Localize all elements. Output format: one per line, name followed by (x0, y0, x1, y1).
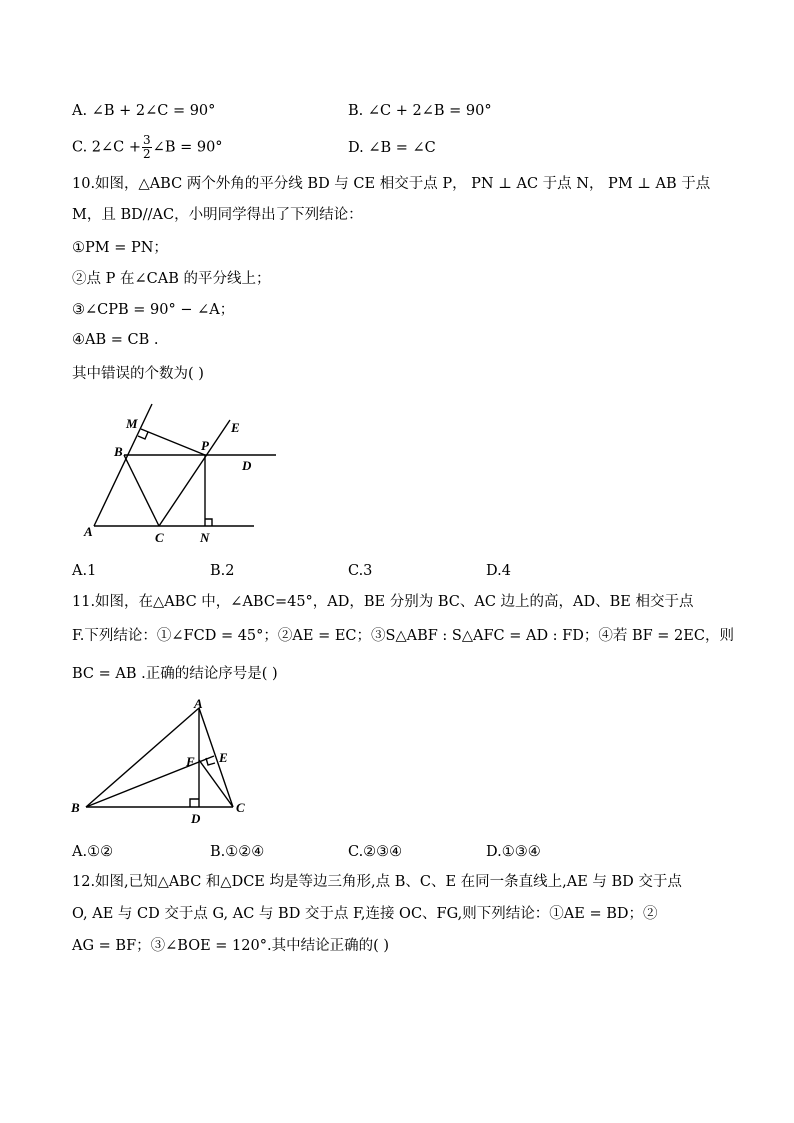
q11-stem-line-3: BC = AB .正确的结论序号是( ) (72, 666, 278, 682)
q10-conclusion-3: ③∠CPB = 90° − ∠A； (72, 302, 235, 318)
label-C: C (236, 800, 245, 815)
line-FC (199, 760, 233, 807)
q11-option-b[interactable]: B.①②④ (210, 844, 265, 860)
line-BA (86, 708, 199, 807)
q11-option-d[interactable]: D.①③④ (486, 844, 541, 860)
q11-option-c[interactable]: C.②③④ (348, 844, 403, 860)
label-A: A (84, 524, 93, 539)
q10-figure (80, 398, 280, 550)
q12-stem-line-1: 12.如图,已知△ABC 和△DCE 均是等边三角形,点 B、C、E 在同一条直线上,AE 与 BD 交于点 (72, 874, 682, 890)
q10-conclusion-1: ①PM = PN； (72, 240, 168, 256)
label-E: E (231, 420, 240, 435)
line-PM (141, 429, 205, 455)
label-N: N (200, 530, 210, 545)
q9-option-d[interactable]: D. ∠B = ∠C (348, 140, 436, 156)
line-AM-extended (94, 404, 152, 526)
label-C: C (155, 530, 164, 545)
label-F: F (186, 754, 195, 769)
q9-option-c-suffix: ∠B = 90° (152, 139, 223, 156)
q10-conclusion-2: ②点 P 在∠CAB 的平分线上； (72, 271, 271, 287)
label-M: M (126, 416, 138, 431)
q10-question: 其中错误的个数为( ) (72, 366, 204, 382)
q10-option-a[interactable]: A.1 (72, 563, 97, 579)
q9-option-c-prefix: C. 2∠C + (72, 139, 142, 156)
q9-option-a[interactable]: A. ∠B + 2∠C = 90° (72, 103, 216, 119)
line-BC (124, 455, 159, 526)
label-B: B (114, 444, 123, 459)
q10-option-b[interactable]: B.2 (210, 563, 235, 579)
right-angle-N (205, 519, 212, 526)
label-A: A (194, 696, 203, 711)
q12-stem-line-3: AG = BF；③∠BOE = 120°.其中结论正确的( ) (72, 938, 390, 954)
q11-option-a[interactable]: A.①② (72, 844, 114, 860)
q10-stem-line-1: 10.如图，△ABC 两个外角的平分线 BD 与 CE 相交于点 P， PN ⊥ AC 于点 N， PM ⊥ AB 于点 (72, 176, 711, 192)
label-D: D (242, 458, 252, 473)
fraction-numerator: 3 (143, 133, 151, 147)
label-E: E (219, 750, 228, 765)
label-P: P (201, 438, 209, 453)
q10-stem-line-2: M，且 BD//AC，小明同学得出了下列结论： (72, 207, 363, 223)
q10-option-d[interactable]: D.4 (486, 563, 511, 579)
q10-option-c[interactable]: C.3 (348, 563, 373, 579)
line-CE (159, 420, 230, 526)
fraction (142, 134, 152, 161)
q11-figure (66, 696, 266, 830)
q10-conclusion-4: ④AB = CB . (72, 332, 159, 348)
q12-stem-line-2: O, AE 与 CD 交于点 G, AC 与 BD 交于点 F,连接 OC、FG,则下列结论：①AE = BD；② (72, 906, 658, 922)
q11-stem-line-1: 11.如图，在△ABC 中，∠ABC=45°，AD，BE 分别为 BC、AC 边上的高，AD、BE 相交于点 (72, 594, 694, 610)
q9-option-c[interactable] (72, 134, 223, 161)
fraction-denominator: 2 (143, 147, 151, 161)
line-AC (199, 708, 233, 807)
right-angle-D (190, 799, 199, 807)
q11-stem-line-2: F.下列结论：①∠FCD = 45°；②AE = EC；③S△ABF : S△AFC = AD : FD；④若 BF = 2EC，则 (72, 628, 734, 644)
label-D: D (191, 811, 201, 826)
label-B: B (71, 800, 80, 815)
q9-option-b[interactable]: B. ∠C + 2∠B = 90° (348, 103, 492, 119)
right-angle-M (138, 432, 148, 439)
